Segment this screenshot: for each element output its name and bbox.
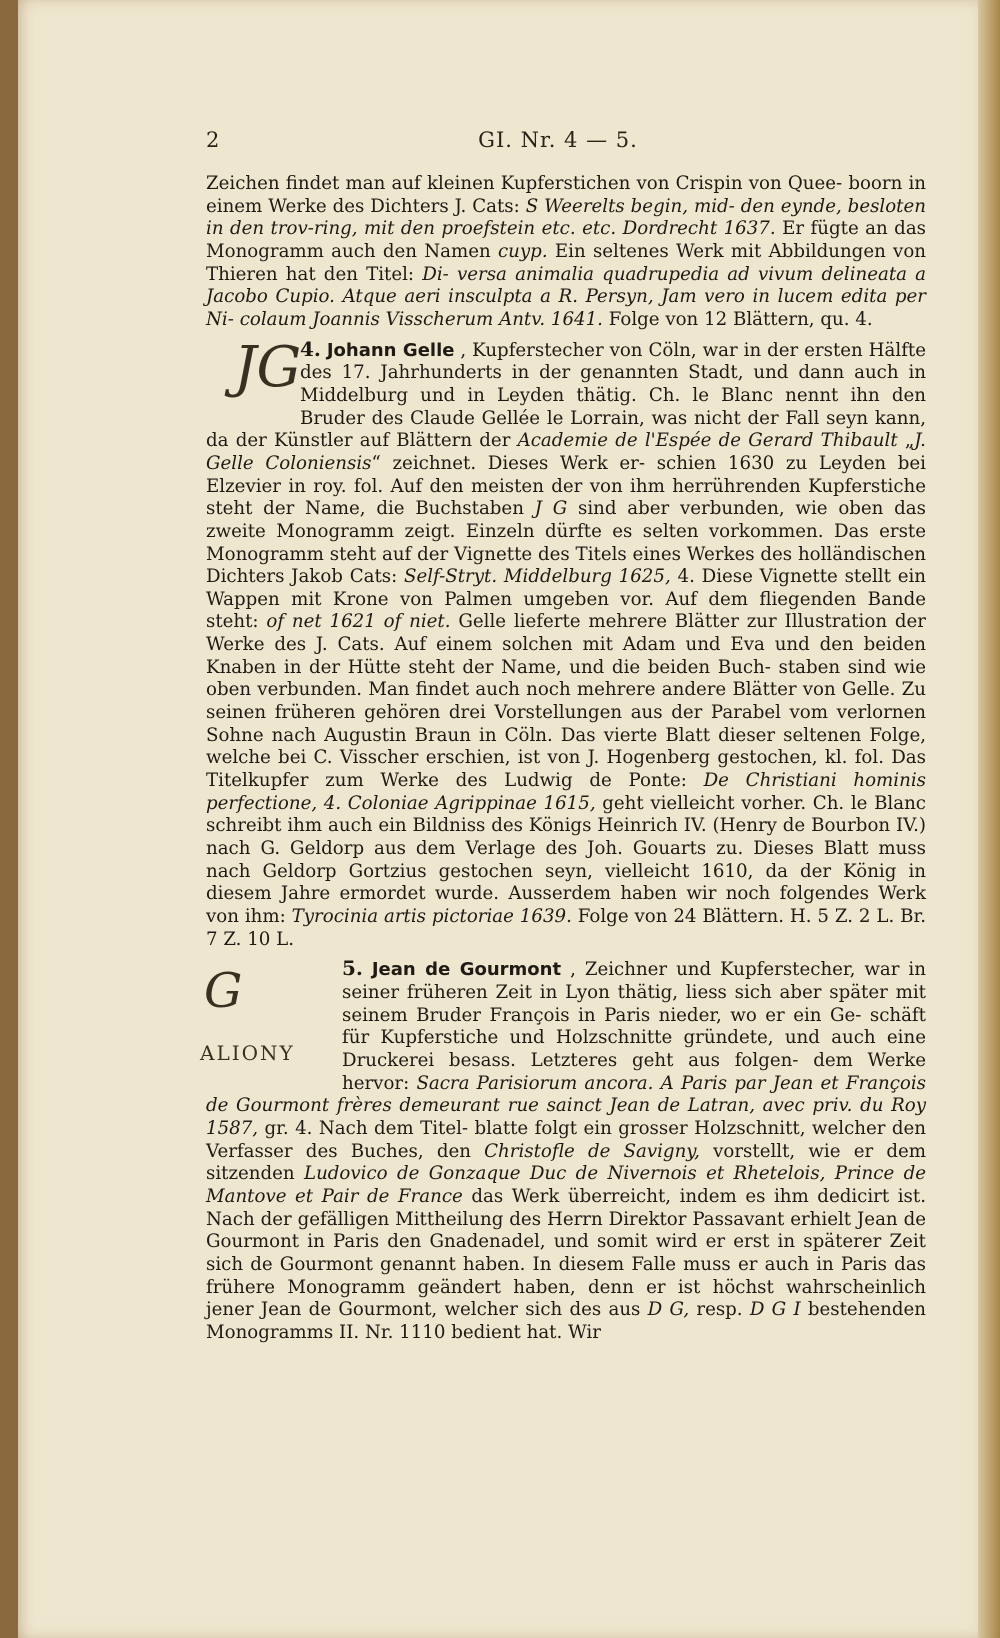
text-segment: ist von J. Hogenberg gestochen, kl. fol. Das Titelkupfer zum Werke [206,747,926,792]
text-segment: den Bruder des Claude Gellée le Lorrain, was nicht der Fall [300,384,926,429]
text-segment: G. Geldorp aus dem Verlage des Joh. Gouarts zu. Dieses Blatt muss [260,838,926,860]
text-segment: höchst wahrscheinlich jener Jean de Gourmont, welcher sich des aus [206,1276,926,1321]
text-segment: Er fügte an das Monogramm auch den Namen [206,218,926,262]
text-segment: vorstellt, wie er dem sitzenden [206,1140,926,1185]
text-segment: de Gourmont in Paris den Gnadenadel, und somit wird er erst in [206,1208,926,1253]
page-header [188,128,928,158]
text-segment: der Vignette des Titels eines Werkes des holländischen Dichters Jakob [206,543,926,588]
text-segment: schäft für Kupferstiche und Holzschnitte gründete, und [342,1004,926,1049]
text-segment: H. 5 Z. 2 L. Br. 7 Z. 10 L. [206,906,926,950]
text-segment: Blätter von Gelle. Zu seinen früheren gehören drei Vorstellungen aus [206,679,926,724]
text-segment: Cats: [349,566,405,588]
text-segment: den [436,1140,485,1162]
text-segment: Sacra Parisiorum ancora. A Paris [416,1072,728,1094]
text-segment: vierte Blatt dieser seltenen Folge, welche bei C. Visscher erschien, [206,724,926,769]
text-segment: boorn in einem Werke des Dichters J. Cats: [206,173,926,217]
text-segment: colaum Joannis Visscherum Antv. 1641. [239,308,603,330]
text-segment: seinem Bruder François in Paris nieder, wo er ein Ge- [342,1004,862,1026]
text-segment: Christofle de Savigny, [484,1140,700,1162]
text-segment: Zeichen findet man auf kleinen Kupferstichen von Crispin von Quee- [206,173,843,194]
text-segment: mit Krone von Palmen umgeben vor. Auf dem fliegenden Bande steht: [206,588,926,633]
text-segment: auch eine Druckerei besass. Letzteres geht aus folgen- [342,1027,926,1071]
entry-name: Johann Gelle [326,339,455,361]
text-segment: geht vielleicht vorher. Ch. le Blanc schreibt ihm [206,792,926,837]
entry-johann-gelle [206,334,926,952]
text-segment: nach Geldorp Gortzius gestochen seyn, vielleicht 1610, da der König [206,860,897,882]
text-segment: von ihm herrührenden Kupferstiche steht der Name, die Buchstaben [206,475,926,520]
text-segment: das Werk überreicht, indem es ihm dedicirt ist. Nach [206,1185,926,1230]
text-segment: Einzeln dürfte es selten vorkommen. Das erste Monogramm steht auf [206,520,926,565]
text-segment: Ein seltenes Werk mit Abbildungen von Thieren hat den Titel: [206,240,926,285]
text-segment: der Werke des J. Cats. Auf einem solchen mit Adam und Eva und [206,611,926,656]
text-segment: dem Werke hervor: [342,1049,926,1094]
text-segment: de Gerard Thibault [718,430,898,452]
text-segment: Gelle lieferte mehrere Blätter zur Illustration [450,611,888,633]
running-head: GI. Nr. 4 — 5. [478,128,638,152]
text-segment: D G, [647,1299,690,1321]
text-segment: des Ludwig de Ponte: [455,770,704,792]
text-segment: Werk von ihm: [206,883,926,927]
text-segment: J G [534,498,568,520]
page-number: 2 [206,128,220,152]
text-segment: Folge von 24 Blättern. [571,906,784,927]
text-segment: blatte folgt ein grosser Holzschnitt, welcher den Verfasser des Buches, [206,1117,926,1162]
text-segment: Dordrecht 1637. [622,218,776,240]
text-segment: Jean de Latran, avec priv. du Roy 1587, [206,1095,926,1139]
text-segment: der Parabel vom verlornen Sohne nach Augustin Braun in Cöln. Das [206,702,926,746]
monogram-gourmont-icon [200,959,332,1073]
intro-paragraph [206,173,926,332]
text-segment: des 17. Jahrhunderts in der genannten Stadt, und dann auch [300,362,899,384]
text-segment: schien 1630 zu Leyden bei Elzevier in roy. fol. Auf den meisten der [206,452,926,497]
text-segment: „ [897,430,915,452]
text-segment: den beiden Knaben in der Hütte steht der Name, und die beiden Buch- [206,634,926,678]
book-page [18,0,1000,1638]
text-segment: früheren Zeit in Lyon thätig, liess sich aber später mit [406,981,926,1003]
text-segment: D G I [749,1299,801,1321]
text-segment: Agrippinae 1615, [435,792,596,814]
text-segment: in diesem Jahre ermordet wurde. Ausserdem haben wir noch folgendes [206,860,926,905]
text-segment: Ludovico [304,1163,388,1185]
text-segment: “ zeichnet. Dieses Werk er- [371,452,646,474]
text-segment: in Middelburg und in Leyden thätig. Ch. le Blanc nennt ihn [300,362,926,406]
text-segment: seyn kann, da der Künstler auf Blättern der [206,407,926,452]
monogram-gelle-icon [200,334,302,430]
text-segment: De Christiani hominis perfectione, 4. Coloniae [206,770,926,814]
entry-number: 5. [342,956,363,981]
monogram-glyph: G [204,963,243,1020]
text-segment: er auch in Paris das frühere Monogramm geändert haben, denn er ist [206,1253,926,1298]
entry-jean-de-gourmont [200,956,927,1344]
body-text [200,173,927,1344]
text-segment: sind aber verbunden, wie oben das zweite Monogramm zeigt. [206,498,926,542]
text-segment: bestehenden Monogramms II. Nr. 1110 bedient hat. Wir [206,1299,927,1343]
entry-name: Jean de Gourmont [371,959,562,981]
text-segment: de Gonzaque Duc de Nivernois et Rhetelois, Prince de Mantove et [206,1163,926,1207]
text-segment: J. Gelle Coloniensis [206,430,926,474]
text-segment: , Kupferstecher von Cöln, war in der ersten Hälfte [460,339,926,361]
monogram-glyph: JG [234,334,302,400]
text-segment: versa animalia quadrupedia ad vivum delineata a Jacobo Cupio. [206,263,926,308]
text-segment: par Jean et François de Gourmont frères demeurant rue sainct [206,1072,926,1117]
text-segment: resp. [689,1299,750,1321]
text-segment: cuyp. [498,240,548,262]
text-segment: Academie de l'Espée [517,430,712,452]
monogram-caption: ALIONY [200,1041,295,1066]
text-segment: Folge von 12 Blättern, qu. 4. [602,308,873,330]
text-segment: of net 1621 of niet. [266,611,451,633]
text-segment: Pair de France [321,1185,463,1207]
text-segment: auch ein Bildniss des Königs Heinrich IV. (Henry de Bourbon IV.) nach [206,815,926,860]
text-segment: Atque aeri insculpta a R. Persyn, Jam vero in lucem edita per Ni- [206,286,926,330]
text-segment: späterer Zeit sich de Gourmont genannt haben. In diesem Falle muss [206,1231,926,1275]
text-segment: Self-Stryt. Middelburg 1625, [404,566,671,588]
entry-number: 4. [300,336,321,361]
text-segment: den eynde, besloten in den trov-ring, mit den proefstein etc. etc. [206,195,926,240]
page-edge [978,0,1000,1638]
text-segment: staben sind wie oben verbunden. Man findet auch noch mehrere andere [206,656,926,701]
text-segment: S Weerelts begin, mid- [525,195,735,217]
text-segment: 4. Diese Vignette stellt ein Wappen [206,566,926,610]
text-segment: , Zeichner und Kupferstecher, war in seiner [342,959,926,1003]
text-segment: gr. 4. Nach dem Titel- [258,1117,469,1139]
text-segment: der gefälligen Mittheilung des Herrn Direktor Passavant erhielt Jean [260,1208,898,1230]
text-segment: Di- [422,263,449,285]
text-segment: Tyrocinia artis pictoriae 1639. [291,906,572,927]
